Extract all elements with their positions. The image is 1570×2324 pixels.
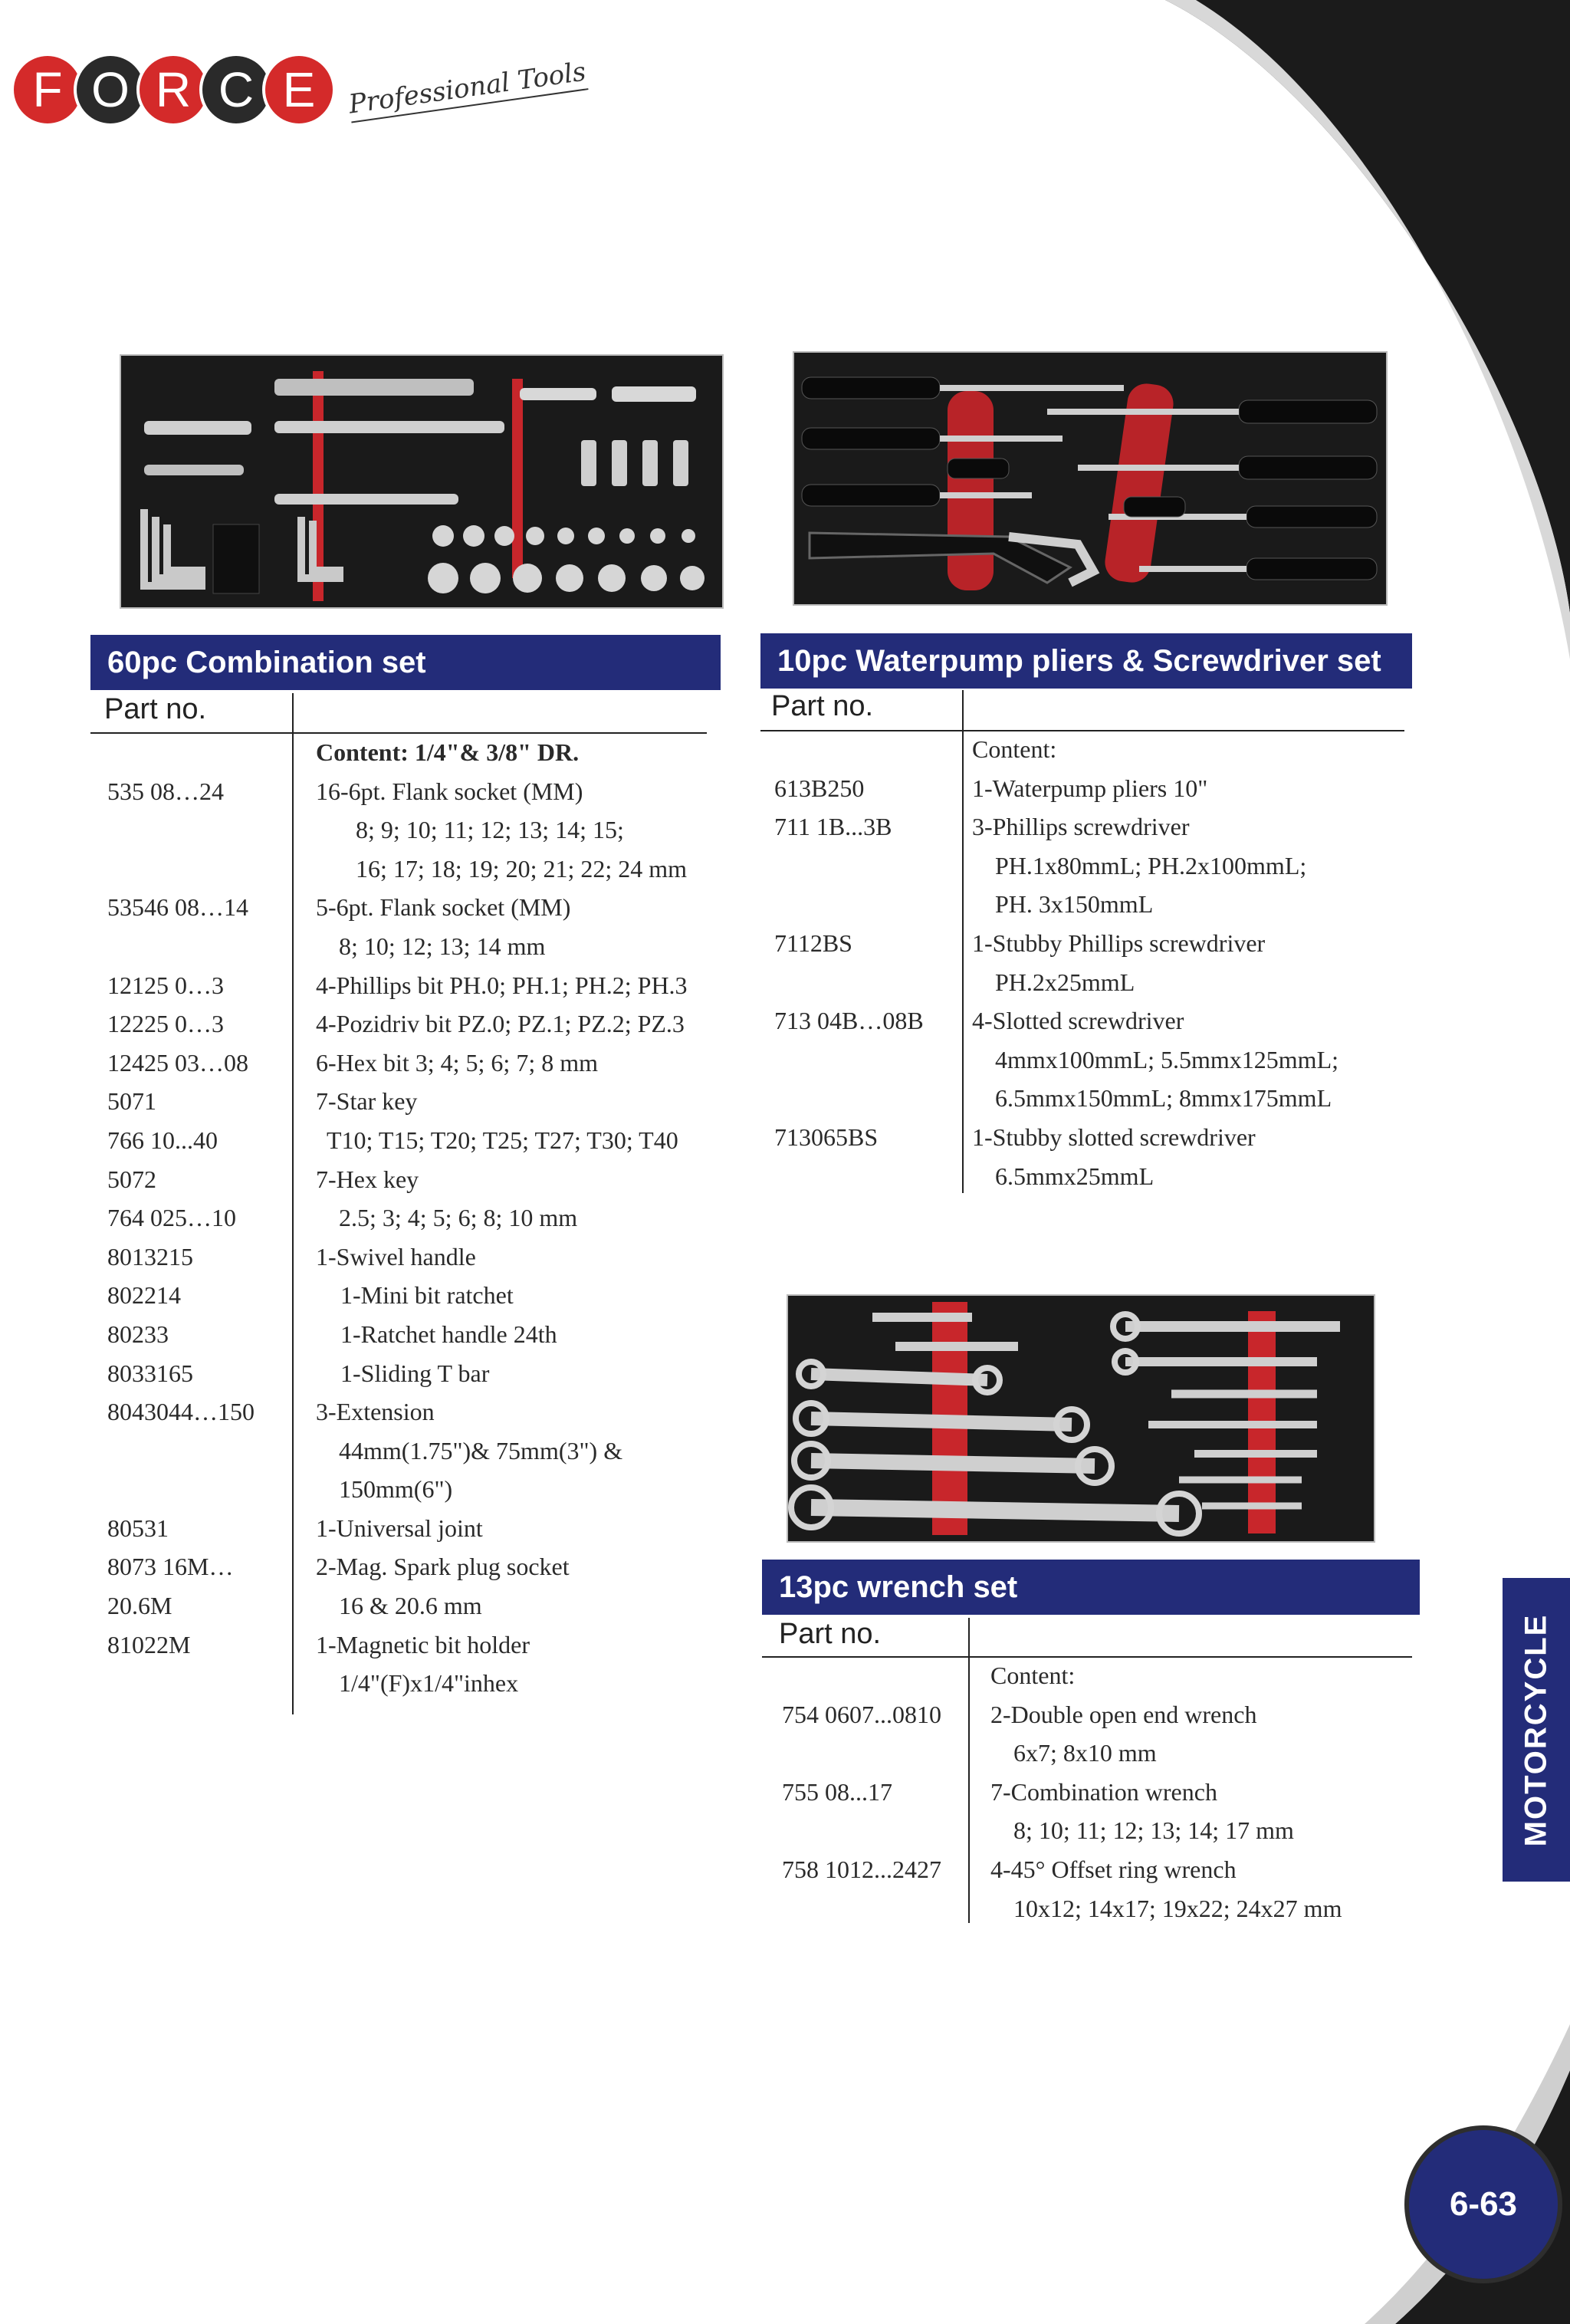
item-description: Content:: [990, 1662, 1076, 1689]
part-number: 5072: [107, 1165, 156, 1193]
content-row: [107, 1432, 736, 1471]
item-description: Content:: [972, 735, 1057, 763]
item-description: 5-6pt. Flank socket (MM): [316, 893, 571, 922]
content-row: [107, 966, 736, 1005]
part-number: 613B250: [774, 774, 865, 802]
pliers-set-title: 10pc Waterpump pliers & Screwdriver set: [760, 633, 1412, 689]
part-number: [107, 1664, 316, 1703]
part-number: 766 10...40: [107, 1126, 218, 1154]
item-description: 1-Swivel handle: [316, 1242, 476, 1270]
combination-set-title: 60pc Combination set: [90, 635, 721, 690]
content-row: [107, 1664, 736, 1703]
part-number: [107, 850, 316, 889]
content-row: [107, 850, 736, 889]
part-number: 12425 03…08: [107, 1048, 248, 1077]
item-description: 6x7; 8x10 mm: [1013, 1739, 1157, 1767]
logo-tagline: Professional Tools: [347, 57, 588, 123]
content-row: [107, 1238, 736, 1277]
item-description: 3-Extension: [316, 1398, 435, 1426]
part-number: 711 1B...3B: [774, 813, 892, 841]
item-description: PH. 3x150mmL: [995, 890, 1154, 919]
part-number: 535 08…24: [107, 777, 224, 805]
wrench-set-photo: [787, 1294, 1375, 1543]
item-description: 6.5mmx25mmL: [995, 1162, 1155, 1190]
part-number: 713065BS: [774, 1123, 879, 1151]
item-description: 16-6pt. Flank socket (MM): [316, 777, 583, 805]
part-number: 5071: [107, 1087, 156, 1116]
part-number: 81022M: [107, 1630, 191, 1658]
part-number: 20.6M: [107, 1592, 172, 1620]
item-description: 16; 17; 18; 19; 20; 21; 22; 24 mm: [356, 854, 688, 883]
logo-letter: C: [202, 56, 270, 123]
item-description: 1-Universal joint: [316, 1514, 483, 1542]
content-row: [774, 1040, 1411, 1080]
item-description: 150mm(6"): [339, 1475, 453, 1504]
part-number: [774, 846, 972, 886]
item-description: 4-Pozidriv bit PZ.0; PZ.1; PZ.2; PZ.3: [316, 1010, 685, 1038]
part-number: 80531: [107, 1514, 169, 1542]
item-description: 10x12; 14x17; 19x22; 24x27 mm: [1013, 1894, 1342, 1922]
content-row: [774, 769, 1411, 808]
item-description: 1-Stubby Phillips screwdriver: [972, 929, 1266, 957]
category-tab: [1503, 1578, 1570, 1882]
content-row: [782, 1889, 1418, 1928]
part-number: [107, 733, 316, 772]
part-number: 53546 08…14: [107, 893, 248, 922]
part-number: 802214: [107, 1281, 181, 1310]
item-description: 8; 10; 11; 12; 13; 14; 17 mm: [1013, 1816, 1294, 1845]
item-description: PH.2x25mmL: [995, 968, 1135, 996]
content-row: [107, 1160, 736, 1199]
item-description: 4-Phillips bit PH.0; PH.1; PH.2; PH.3: [316, 971, 688, 999]
pliers-screwdriver-set-photo: [793, 351, 1388, 606]
content-row: [107, 1082, 736, 1121]
part-number: 80233: [107, 1320, 169, 1348]
part-number: 7112BS: [774, 929, 852, 957]
logo-letter: E: [265, 56, 333, 123]
item-description: 4mmx100mmL; 5.5mmx125mmL;: [995, 1045, 1338, 1073]
content-row: [107, 810, 736, 850]
item-description: 4-45° Offset ring wrench: [990, 1855, 1237, 1883]
part-number: [107, 810, 316, 850]
part-number: [107, 1470, 316, 1509]
item-description: 1-Mini bit ratchet: [340, 1281, 514, 1310]
content-row: [107, 1625, 736, 1665]
category-tab-label: MOTORCYCLE: [1519, 1613, 1553, 1846]
part-number: [774, 730, 972, 769]
part-number: 8043044…150: [107, 1398, 255, 1426]
logo-letter: O: [77, 56, 144, 123]
combination-part-no-label: Part no.: [104, 693, 207, 725]
item-description: 1-Ratchet handle 24th: [340, 1320, 557, 1348]
part-number: [107, 1432, 316, 1471]
item-description: 1-Waterpump pliers 10": [972, 774, 1208, 802]
content-row: [107, 1315, 736, 1354]
item-description: 1-Stubby slotted screwdriver: [972, 1123, 1256, 1151]
content-row: [774, 1157, 1411, 1196]
content-row: [782, 1695, 1418, 1734]
part-number: [774, 963, 972, 1002]
content-row: [782, 1773, 1418, 1812]
item-description: 8; 10; 12; 13; 14 mm: [339, 932, 546, 960]
content-row: [774, 730, 1411, 769]
content-row: [782, 1656, 1418, 1695]
item-description: PH.1x80mmL; PH.2x100mmL;: [995, 851, 1307, 879]
part-number: [774, 1157, 972, 1196]
part-number: 754 0607...0810: [782, 1700, 941, 1728]
item-description: 6-Hex bit 3; 4; 5; 6; 7; 8 mm: [316, 1048, 598, 1077]
content-row: [107, 1354, 736, 1393]
logo-letter: F: [14, 56, 81, 123]
content-row: [774, 1001, 1411, 1040]
part-number: 764 025…10: [107, 1204, 236, 1232]
wrench-part-no-label: Part no.: [779, 1618, 882, 1650]
pliers-part-no-label: Part no.: [771, 690, 874, 722]
item-description: 4-Slotted screwdriver: [972, 1007, 1184, 1035]
pliers-content-list: [774, 730, 1411, 1195]
force-logo: [14, 48, 587, 132]
content-row: [107, 1044, 736, 1083]
item-description: 2.5; 3; 4; 5; 6; 8; 10 mm: [339, 1204, 578, 1232]
content-row: [107, 1547, 736, 1586]
part-number: [782, 1811, 990, 1850]
part-number: [782, 1889, 990, 1928]
content-row: [774, 924, 1411, 963]
content-row: [782, 1811, 1418, 1850]
logo-letter: R: [140, 56, 207, 123]
page-number: 6-63: [1449, 2185, 1518, 2223]
item-description: 44mm(1.75")& 75mm(3") &: [339, 1436, 623, 1464]
content-row: [107, 1509, 736, 1548]
content-row: [107, 888, 736, 927]
content-row: [774, 963, 1411, 1002]
part-number: 758 1012...2427: [782, 1855, 941, 1883]
content-row: [107, 733, 736, 772]
part-number: [782, 1656, 990, 1695]
part-number: 8033165: [107, 1359, 193, 1387]
item-description: 7-Hex key: [316, 1165, 419, 1193]
content-row: [774, 807, 1411, 846]
content-row: [107, 1586, 736, 1625]
content-row: [774, 885, 1411, 924]
content-row: [107, 1198, 736, 1238]
part-number: [774, 885, 972, 924]
item-description: 6.5mmx150mmL; 8mmx175mmL: [995, 1084, 1332, 1113]
content-row: [774, 846, 1411, 886]
part-number: [774, 1079, 972, 1118]
item-description: 8; 9; 10; 11; 12; 13; 14; 15;: [356, 816, 624, 844]
content-row: [782, 1850, 1418, 1889]
part-number: [782, 1734, 990, 1773]
content-row: [107, 772, 736, 811]
item-description: 1-Magnetic bit holder: [316, 1630, 530, 1658]
combination-set-photo: [120, 354, 724, 609]
item-description: Content: 1/4"& 3/8" DR.: [316, 738, 580, 766]
part-number: [774, 1040, 972, 1080]
part-number: 12225 0…3: [107, 1010, 224, 1038]
part-number: 8013215: [107, 1242, 193, 1270]
item-description: 16 & 20.6 mm: [339, 1592, 482, 1620]
content-row: [774, 1118, 1411, 1157]
content-row: [107, 927, 736, 966]
content-row: [774, 1079, 1411, 1118]
part-number: 8073 16M…: [107, 1553, 234, 1581]
combination-content-list: [107, 733, 736, 1703]
part-number: 755 08...17: [782, 1777, 892, 1806]
part-number: [107, 927, 316, 966]
item-description: 7-Combination wrench: [990, 1777, 1217, 1806]
item-description: 3-Phillips screwdriver: [972, 813, 1190, 841]
content-row: [107, 1276, 736, 1315]
page-number-badge: [1409, 2130, 1558, 2279]
content-row: [107, 1470, 736, 1509]
wrench-set-title: 13pc wrench set: [762, 1560, 1420, 1615]
item-description: 2-Double open end wrench: [990, 1700, 1257, 1728]
content-row: [107, 1392, 736, 1432]
item-description: 1/4"(F)x1/4"inhex: [339, 1669, 519, 1698]
part-number: 12125 0…3: [107, 971, 224, 999]
content-row: [107, 1121, 736, 1160]
content-row: [107, 1004, 736, 1044]
item-description: 7-Star key: [316, 1087, 418, 1116]
wrench-content-list: [782, 1656, 1418, 1928]
part-number: 713 04B…08B: [774, 1007, 924, 1035]
item-description: T10; T15; T20; T25; T27; T30; T40: [327, 1126, 678, 1154]
item-description: 1-Sliding T bar: [340, 1359, 490, 1387]
content-row: [782, 1734, 1418, 1773]
item-description: 2-Mag. Spark plug socket: [316, 1553, 570, 1581]
